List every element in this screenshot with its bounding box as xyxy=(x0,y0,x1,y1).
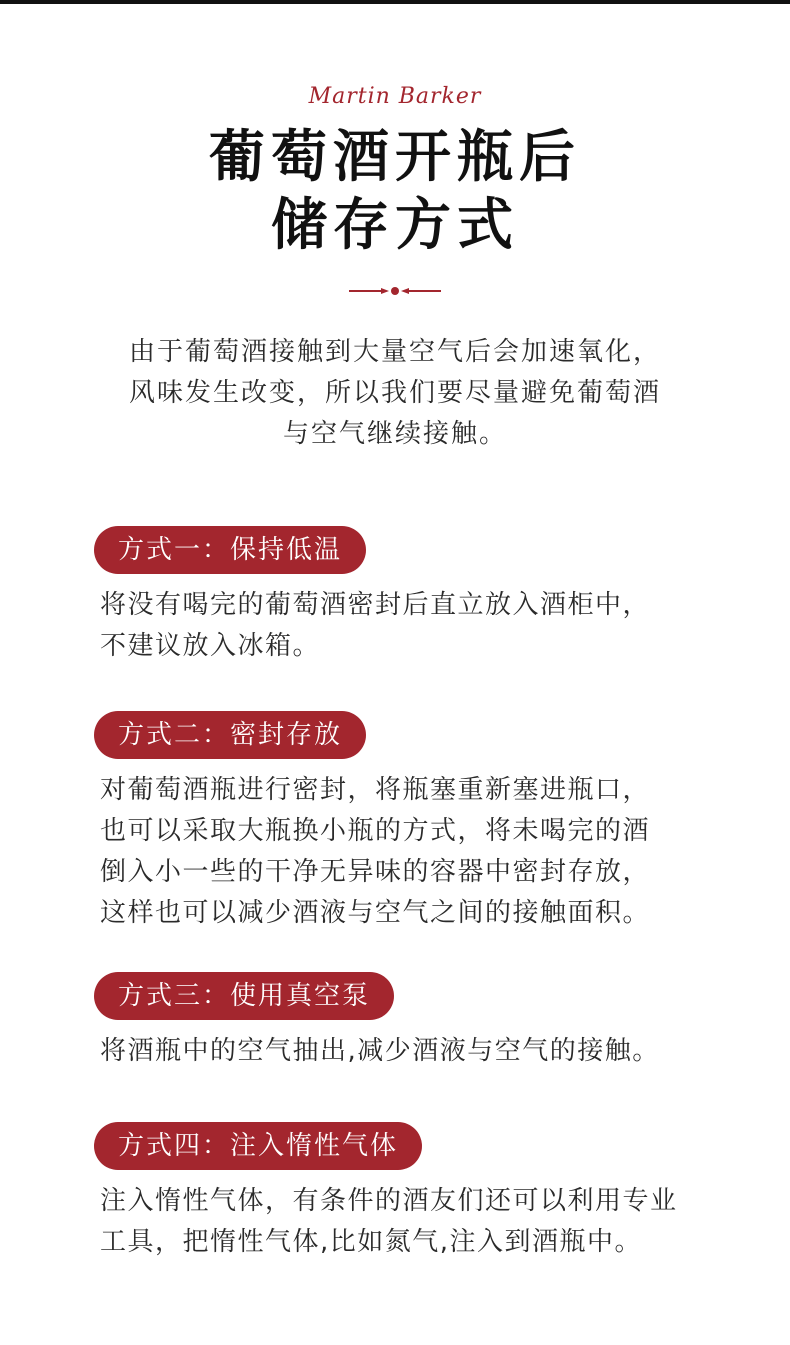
intro-paragraph xyxy=(80,332,710,455)
method-2-badge: 方式二：密封存放 xyxy=(94,711,366,759)
page-title-line-2: 储存方式 xyxy=(271,192,519,258)
method-2-text xyxy=(100,770,750,934)
method-4-badge: 方式四：注入惰性气体 xyxy=(94,1122,422,1170)
top-border xyxy=(0,0,790,4)
method-2-line: 对葡萄酒瓶进行密封，将瓶塞重新塞进瓶口， xyxy=(100,775,651,805)
ornament-divider-icon xyxy=(345,282,445,300)
method-3-badge: 方式三：使用真空泵 xyxy=(94,972,394,1020)
brand-logo: Martin Barker xyxy=(308,84,482,109)
method-1-line: 不建议放入冰箱。 xyxy=(100,631,321,661)
method-3-text xyxy=(100,1031,750,1072)
method-4-line: 工具，把惰性气体,比如氮气,注入到酒瓶中。 xyxy=(100,1227,643,1257)
method-3-line: 将酒瓶中的空气抽出,减少酒液与空气的接触。 xyxy=(100,1036,660,1066)
method-1-line: 将没有喝完的葡萄酒密封后直立放入酒柜中， xyxy=(100,590,651,620)
method-1-text xyxy=(100,585,750,667)
method-4-line: 注入惰性气体，有条件的酒友们还可以利用专业 xyxy=(100,1186,678,1216)
intro-line: 与空气继续接触。 xyxy=(282,419,507,449)
method-2-line: 这样也可以减少酒液与空气之间的接触面积。 xyxy=(100,898,651,928)
method-2-line: 倒入小一些的干净无异味的容器中密封存放， xyxy=(100,857,651,887)
method-1-badge: 方式一：保持低温 xyxy=(94,526,366,574)
intro-line: 由于葡萄酒接触到大量空气后会加速氧化， xyxy=(128,337,661,367)
method-4-text xyxy=(100,1181,750,1263)
method-2-line: 也可以采取大瓶换小瓶的方式，将未喝完的酒 xyxy=(100,816,651,846)
page-title-line-1: 葡萄酒开瓶后 xyxy=(209,124,581,190)
intro-line: 风味发生改变，所以我们要尽量避免葡萄酒 xyxy=(128,378,661,408)
